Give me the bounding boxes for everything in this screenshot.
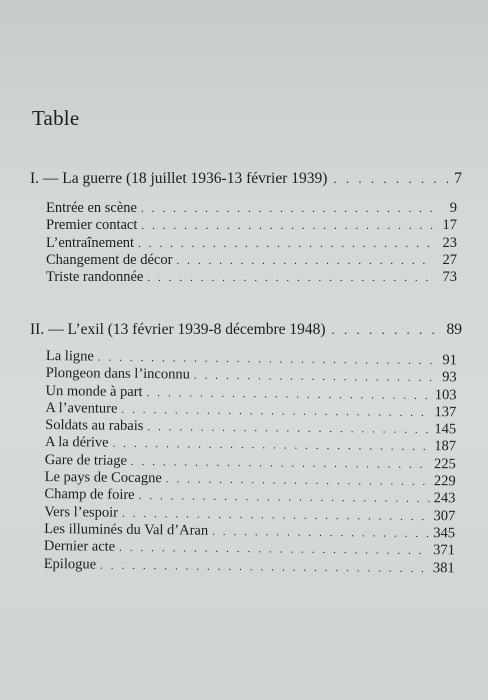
dot-leader — [138, 236, 433, 253]
chapter-title: Triste randonnée — [46, 269, 144, 286]
chapter-title: Changement de décor — [46, 251, 173, 268]
chapter-page-number: 93 — [442, 369, 457, 386]
part-heading-1 — [30, 170, 462, 192]
part-title: II. — L’exil (13 février 1939-8 décembre 1948) — [30, 321, 326, 338]
chapter-title: Entrée en scène — [46, 200, 137, 216]
chapter-title: La ligne — [45, 348, 94, 365]
part-page-number: 89 — [446, 321, 462, 338]
chapter-title: Plongeon dans l’inconnu — [45, 365, 190, 383]
chapter-page-number: 103 — [434, 386, 457, 403]
chapter-title: Premier contact — [46, 217, 138, 234]
chapter-page-number: 91 — [442, 352, 457, 369]
dot-leader — [212, 524, 429, 544]
chapter-entry — [46, 200, 457, 217]
chapter-title: A la dérive — [44, 434, 109, 452]
chapter-page-number: 307 — [433, 507, 456, 524]
chapter-page-number: 17 — [442, 217, 457, 234]
chapter-page-number: 145 — [434, 421, 457, 438]
chapter-page-number: 73 — [442, 269, 457, 286]
chapter-title: Champ de foire — [44, 486, 135, 504]
chapter-title: Le pays de Cocagne — [44, 469, 162, 487]
chapter-title: Epilogue — [43, 555, 97, 573]
dot-leader — [333, 171, 448, 187]
part-page-number: 7 — [454, 170, 462, 187]
chapter-title: Les illuminés du Val d’Aran — [44, 520, 209, 539]
chapter-list-1 — [46, 200, 457, 286]
chapter-title: A l’aventure — [45, 399, 118, 417]
part-title: I. — La guerre (18 juillet 1936-13 février 1939) — [30, 170, 328, 187]
page-title: Table — [32, 106, 80, 130]
chapter-list-2 — [44, 348, 457, 577]
dot-leader — [176, 253, 433, 270]
dot-leader — [332, 322, 441, 338]
chapter-title: Un monde à part — [45, 382, 143, 400]
chapter-page-number: 243 — [433, 490, 456, 507]
chapter-page-number: 23 — [442, 234, 457, 251]
part-heading-2 — [30, 321, 462, 343]
chapter-page-number: 381 — [432, 559, 455, 576]
chapter-title: Dernier acte — [43, 538, 116, 556]
chapter-title: L’entraînement — [46, 234, 135, 251]
chapter-page-number: 187 — [434, 438, 457, 455]
chapter-title: Soldats au rabais — [45, 417, 144, 435]
chapter-page-number: 345 — [433, 525, 456, 542]
dot-leader — [147, 270, 433, 287]
chapter-title: Vers l’espoir — [44, 503, 119, 521]
chapter-entry — [46, 217, 457, 234]
chapter-entry — [46, 235, 457, 252]
chapter-entry — [46, 269, 457, 286]
dot-leader — [141, 218, 433, 235]
chapter-page-number: 371 — [433, 542, 455, 559]
dot-leader — [141, 201, 433, 218]
chapter-page-number: 137 — [434, 403, 457, 421]
chapter-page-number: 27 — [442, 251, 457, 268]
chapter-page-number: 9 — [449, 200, 457, 216]
dot-leader — [100, 557, 429, 578]
chapter-title: Gare de triage — [44, 451, 128, 469]
chapter-page-number: 225 — [433, 455, 456, 473]
chapter-entry — [46, 252, 457, 269]
chapter-page-number: 229 — [433, 473, 456, 490]
